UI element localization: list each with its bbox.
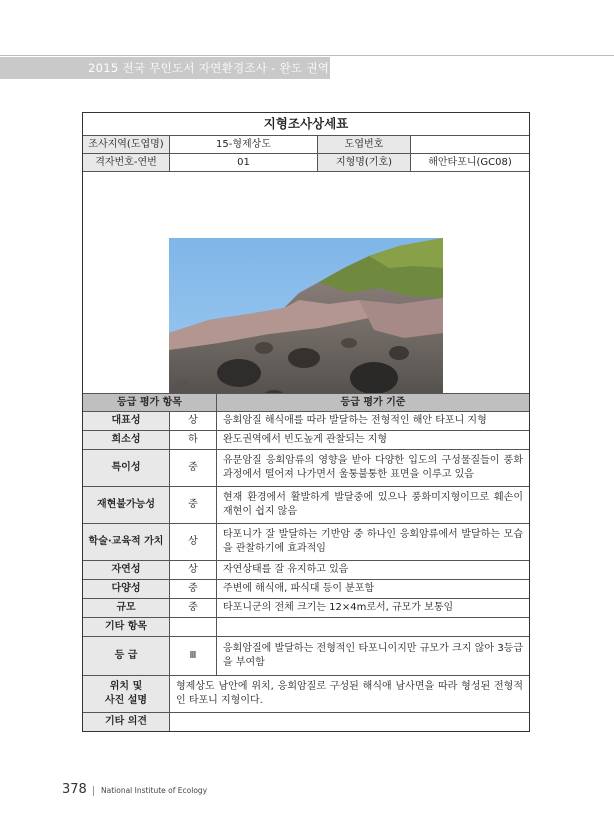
grading-row-criteria: 타포니가 잘 발달하는 기반암 중 하나인 응회암류에서 발달하는 모습을 관찰하기에 효과적임 xyxy=(216,523,529,560)
grading-row-criteria: 타포니군의 전체 크기는 12×4m로서, 규모가 보통임 xyxy=(216,598,529,617)
survey-area-value: 15-형제상도 xyxy=(169,135,317,153)
location-label-line2: 사진 설명 xyxy=(104,695,148,706)
grading-criteria-header: 등급 평가 기준 xyxy=(216,393,529,411)
publisher-name: National Institute of Ecology xyxy=(101,786,208,795)
grading-row-criteria: 자연상태를 잘 유지하고 있음 xyxy=(216,560,529,579)
other-opinion-label: 기타 의견 xyxy=(83,712,169,731)
grading-row-grade xyxy=(169,617,216,636)
final-grade-criteria: 응회암질에 발달하는 전형적인 타포니이지만 규모가 크지 않아 3등급을 부여함 xyxy=(216,636,529,675)
running-title: 2015 전국 무인도서 자연환경조사 - 완도 권역 xyxy=(88,61,330,75)
survey-area-label: 조사지역(도엽명) xyxy=(83,135,169,153)
grading-row-item: 대표성 xyxy=(83,411,169,430)
grading-row-item: 학술·교육적 가치 xyxy=(83,523,169,560)
grading-row-grade: 하 xyxy=(169,430,216,449)
grading-row-grade: 상 xyxy=(169,411,216,430)
grading-item-header: 등급 평가 항목 xyxy=(83,393,216,411)
final-grade-value: Ⅲ xyxy=(169,636,216,675)
grading-row-criteria: 완도권역에서 빈도높게 관찰되는 지형 xyxy=(216,430,529,449)
grading-row-grade: 상 xyxy=(169,523,216,560)
landform-photo xyxy=(169,238,443,393)
grid-label: 격자번호-연번 xyxy=(83,153,169,171)
location-label xyxy=(83,675,169,712)
survey-sheet xyxy=(82,112,530,732)
landform-value: 해안타포니(GC08) xyxy=(410,153,529,171)
grading-row-criteria xyxy=(216,617,529,636)
grading-row-criteria: 유문암질 응회암류의 영향을 받아 다양한 입도의 구성물질들이 풍화 과정에서 떨어져 나가면서 울퉁불퉁한 표면을 이루고 있음 xyxy=(216,449,529,486)
page-number: 378 xyxy=(62,782,87,797)
grading-row-criteria: 현재 환경에서 활발하게 발달중에 있으나 풍화미지형이므로 훼손이 재현이 쉽지 않음 xyxy=(216,486,529,523)
other-opinion-value xyxy=(169,712,529,731)
grading-row-item: 특이성 xyxy=(83,449,169,486)
grid-value: 01 xyxy=(169,153,317,171)
map-no-value xyxy=(410,135,529,153)
grading-row-item: 희소성 xyxy=(83,430,169,449)
grading-row-item: 자연성 xyxy=(83,560,169,579)
location-label-line1: 위치 및 xyxy=(109,681,143,692)
grading-row-grade: 중 xyxy=(169,598,216,617)
location-text: 형제상도 남안에 위치, 응회암질로 구성된 해식애 남사면을 따라 형성된 전형적인 타포니 지형이다. xyxy=(169,675,529,712)
grading-row-grade: 중 xyxy=(169,579,216,598)
grading-row-grade: 중 xyxy=(169,449,216,486)
map-no-label: 도엽번호 xyxy=(317,135,410,153)
grading-row-item: 다양성 xyxy=(83,579,169,598)
grading-row-item: 규모 xyxy=(83,598,169,617)
final-grade-label: 등 급 xyxy=(83,636,169,675)
grading-row-criteria: 주변에 해식애, 파식대 등이 분포함 xyxy=(216,579,529,598)
sheet-title: 지형조사상세표 xyxy=(263,116,349,131)
footer-divider xyxy=(93,786,94,796)
grading-row-item: 기타 항목 xyxy=(83,617,169,636)
landform-label: 지형명(기호) xyxy=(317,153,410,171)
grading-row-criteria: 응회암질 해식애를 따라 발달하는 전형적인 해안 타포니 지형 xyxy=(216,411,529,430)
grading-row-grade: 상 xyxy=(169,560,216,579)
header-rule xyxy=(0,55,614,56)
grading-row-item: 재현불가능성 xyxy=(83,486,169,523)
photo-cell xyxy=(83,171,529,393)
grading-row-grade: 중 xyxy=(169,486,216,523)
